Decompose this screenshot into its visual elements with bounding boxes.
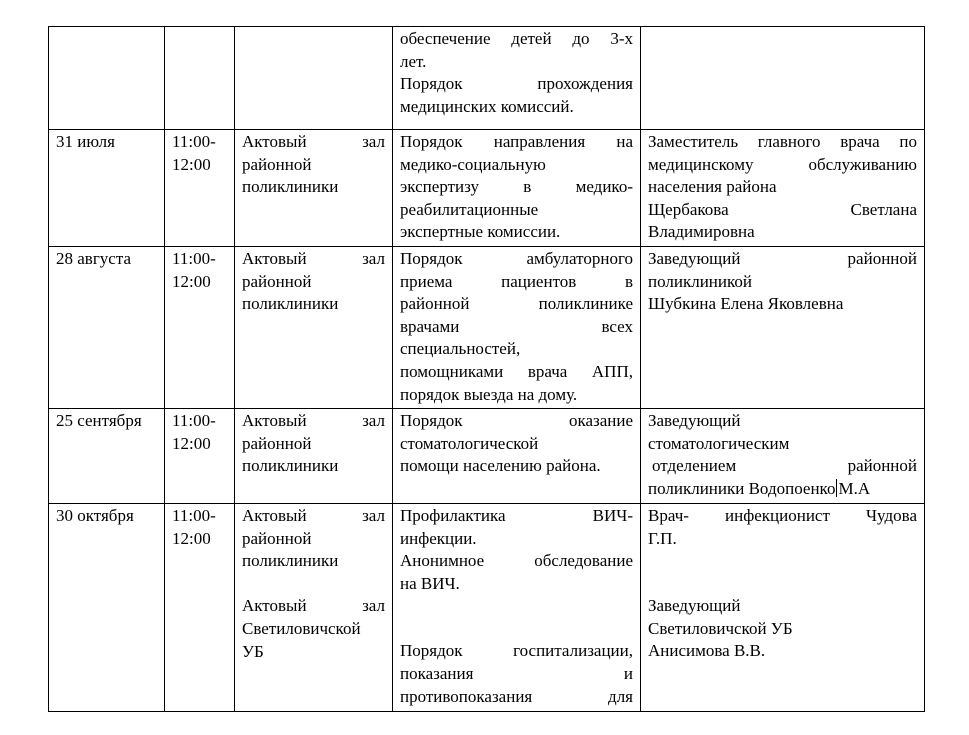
table-row <box>49 247 925 409</box>
topic-cell: Порядок оказание стоматологической помощи населению района. <box>393 409 641 504</box>
time-cell: 11:00- 12:00 <box>165 130 235 247</box>
date-cell: 28 августа <box>49 247 165 409</box>
topic-cell: Порядок направления на медико-социальную экспертизу в медико- реабилитационные экспертные комиссии. <box>393 130 641 247</box>
topic-cell: Профилактика ВИЧ- инфекции. Анонимное обследование на ВИЧ. Порядок госпитализации, показания и противопоказания для <box>393 504 641 712</box>
responsible-cell: Заместитель главного врача по медицинскому обслуживанию населения района Щербакова Светлана Владимировна <box>641 130 925 247</box>
place-cell: Актовый зал районной поликлиники <box>235 247 393 409</box>
place-cell: Актовый зал районной поликлиники <box>235 409 393 504</box>
table-row <box>49 27 925 130</box>
time-cell <box>165 27 235 130</box>
place-cell: Актовый зал районной поликлиники <box>235 130 393 247</box>
time-cell: 11:00- 12:00 <box>165 409 235 504</box>
time-cell: 11:00- 12:00 <box>165 247 235 409</box>
table-row <box>49 130 925 247</box>
table-row <box>49 409 925 504</box>
table-row <box>49 504 925 712</box>
date-cell <box>49 27 165 130</box>
time-cell: 11:00- 12:00 <box>165 504 235 712</box>
responsible-cell <box>641 27 925 130</box>
place-cell: Актовый зал районной поликлиники Актовый зал Светиловичской УБ <box>235 504 393 712</box>
place-cell <box>235 27 393 130</box>
topic-cell: обеспечение детей до 3-х лет. Порядок прохождения медицинских комиссий. <box>393 27 641 130</box>
date-cell: 30 октября <box>49 504 165 712</box>
schedule-table <box>48 26 925 712</box>
date-cell: 25 сентября <box>49 409 165 504</box>
topic-cell: Порядок амбулаторного приема пациентов в районной поликлинике врачами всех специальностей, помощниками врача АПП, порядок выезда на дому. <box>393 247 641 409</box>
date-cell: 31 июля <box>49 130 165 247</box>
responsible-cell: Заведующий районной поликлиникой Шубкина Елена Яковлевна <box>641 247 925 409</box>
responsible-cell: Заведующий стоматологическим отделением районной поликлиники Водопоенко М.А <box>641 409 925 504</box>
responsible-cell: Врач- инфекционист Чудова Г.П. Заведующий Светиловичской УБ Анисимова В.В. <box>641 504 925 712</box>
